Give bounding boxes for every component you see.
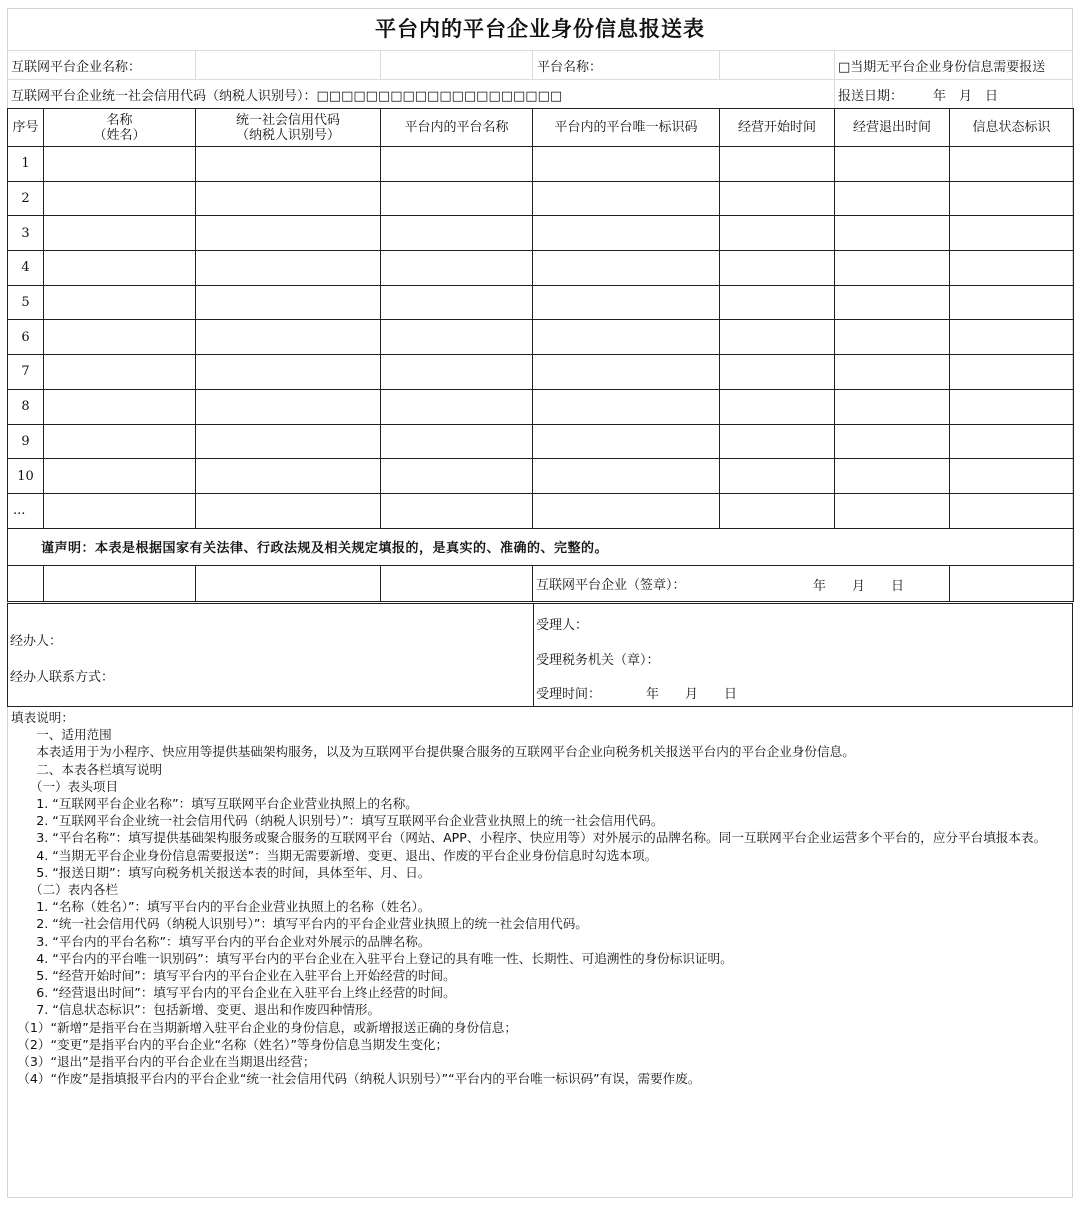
credit-code-label: 互联网平台企业统一社会信用代码（纳税人识别号）：□□□□□□□□□□□□□□□□□□□□ (11, 88, 563, 104)
notes-line: 6. “经营退出时间”：填写平台内的平台企业在入驻平台上终止经营的时间。 (11, 985, 456, 1001)
filling-instructions (11, 709, 1067, 1087)
input-cell[interactable] (950, 355, 1074, 390)
handler-contact-label: 经办人联系方式： (10, 670, 115, 685)
input-cell[interactable] (381, 493, 533, 528)
table-row (8, 251, 1074, 286)
input-cell[interactable] (381, 320, 533, 355)
notes-line: 2. “互联网平台企业统一社会信用代码（纳税人识别号）”：填写互联网平台企业营业执照上的统一社会信用代码。 (11, 813, 664, 829)
input-cell[interactable] (533, 147, 720, 182)
input-cell[interactable] (196, 251, 381, 286)
input-cell[interactable] (44, 147, 196, 182)
input-cell[interactable] (533, 389, 720, 424)
col-seq-header: 序号 (8, 109, 44, 147)
input-cell[interactable] (381, 389, 533, 424)
row-seq: 1 (8, 147, 44, 182)
notes-line: 二、本表各栏填写说明 (11, 761, 163, 777)
notes-line: 2. “统一社会信用代码（纳税人识别号）”：填写平台内的平台企业营业执照上的统一社会信用代码。 (11, 916, 588, 932)
input-cell[interactable] (381, 181, 533, 216)
input-cell[interactable] (835, 181, 950, 216)
input-cell[interactable] (196, 216, 381, 251)
input-cell[interactable] (533, 459, 720, 494)
notes-line: 4. “当期无平台企业身份信息需要报送”：当期无需要新增、变更、退出、作废的平台企业身份信息时勾选本项。 (11, 847, 658, 863)
platform-name-label: 平台名称： (537, 59, 603, 75)
receive-time-label: 受理时间： (536, 687, 602, 702)
company-seal-label: 互联网平台企业（签章）： (536, 577, 686, 593)
input-cell[interactable] (835, 424, 950, 459)
input-cell[interactable] (720, 493, 835, 528)
notes-line: （一）表头项目 (11, 778, 119, 794)
divider (380, 51, 381, 79)
input-cell[interactable] (44, 424, 196, 459)
input-cell[interactable] (835, 147, 950, 182)
notes-line: 1. “名称（姓名）”：填写平台内的平台企业营业执照上的名称（姓名）。 (11, 899, 431, 915)
input-cell[interactable] (835, 320, 950, 355)
input-cell[interactable] (720, 147, 835, 182)
input-cell[interactable] (196, 389, 381, 424)
company-name-label: 互联网平台企业名称： (11, 59, 142, 75)
input-cell[interactable] (44, 285, 196, 320)
table-row (8, 320, 1074, 355)
input-cell[interactable] (533, 216, 720, 251)
input-cell[interactable] (950, 459, 1074, 494)
input-cell[interactable] (196, 459, 381, 494)
input-cell[interactable] (44, 181, 196, 216)
blank-cell[interactable] (196, 565, 381, 601)
notes-line: （3）“退出”是指平台内的平台企业在当期退出经营； (11, 1054, 316, 1070)
input-cell[interactable] (44, 459, 196, 494)
notes-line: （二）表内各栏 (11, 882, 119, 898)
company-seal-ymd: 年 月 日 (813, 578, 905, 594)
input-cell[interactable] (533, 285, 720, 320)
input-cell[interactable] (720, 285, 835, 320)
row-seq: ... (8, 493, 44, 528)
company-seal-row (8, 565, 1074, 601)
col-uid-header: 平台内的平台唯一标识码 (533, 109, 720, 147)
table-row (8, 493, 1074, 528)
input-cell[interactable] (950, 320, 1074, 355)
header-row-company (7, 51, 1073, 79)
input-cell[interactable] (950, 181, 1074, 216)
input-cell[interactable] (835, 251, 950, 286)
input-cell[interactable] (196, 355, 381, 390)
notes-line: （2）“变更”是指平台内的平台企业“名称（姓名）”等身份信息当期发生变化； (11, 1036, 449, 1052)
input-cell[interactable] (720, 355, 835, 390)
notes-line: 5. “报送日期”：填写向税务机关报送本表的时间，具体至年、月、日。 (11, 864, 431, 880)
input-cell[interactable] (533, 355, 720, 390)
notes-line: 3. “平台内的平台名称”：填写平台内的平台企业对外展示的品牌名称。 (11, 933, 431, 949)
input-cell[interactable] (950, 251, 1074, 286)
input-cell[interactable] (533, 251, 720, 286)
input-cell[interactable] (950, 389, 1074, 424)
notes-line: 本表适用于为小程序、快应用等提供基础架构服务，以及为互联网平台提供聚合服务的互联网平台企业向税务机关报送平台内的平台企业身份信息。 (11, 744, 855, 760)
input-cell[interactable] (196, 320, 381, 355)
input-cell[interactable] (720, 216, 835, 251)
no-info-checkbox[interactable]: □当期无平台企业身份信息需要报送 (838, 59, 1046, 75)
input-cell[interactable] (381, 355, 533, 390)
input-cell[interactable] (44, 389, 196, 424)
input-cell[interactable] (950, 147, 1074, 182)
input-cell[interactable] (720, 320, 835, 355)
input-cell[interactable] (196, 424, 381, 459)
row-seq: 8 (8, 389, 44, 424)
divider (532, 51, 533, 79)
row-seq: 10 (8, 459, 44, 494)
divider (719, 51, 720, 79)
row-seq: 9 (8, 424, 44, 459)
input-cell[interactable] (835, 493, 950, 528)
table-row (8, 147, 1074, 182)
input-cell[interactable] (720, 459, 835, 494)
col-code-header: 统一社会信用代码 （纳税人识别号） (196, 109, 381, 147)
notes-line: （4）“作废”是指填报平台内的平台企业“统一社会信用代码（纳税人识别号）”“平台内的平台唯一标识码”有误，需要作废。 (11, 1071, 701, 1087)
notes-line: 3. “平台名称”：填写提供基础架构服务或聚合服务的互联网平台（网站、APP、小程序、快应用等）对外展示的品牌名称。同一互联网平台企业运营多个平台的，应分平台填报本表。 (11, 830, 1047, 846)
receive-time-ymd: 年 月 日 (646, 687, 738, 702)
company-seal-cell (533, 565, 950, 601)
input-cell[interactable] (44, 216, 196, 251)
notes-heading: 填表说明： (11, 710, 74, 725)
tax-office-label: 受理税务机关（章）： (536, 653, 660, 668)
input-cell[interactable] (950, 216, 1074, 251)
input-cell[interactable] (533, 424, 720, 459)
row-seq: 3 (8, 216, 44, 251)
input-cell[interactable] (835, 389, 950, 424)
table-row (8, 216, 1074, 251)
col-start-header: 经营开始时间 (720, 109, 835, 147)
blank-cell[interactable] (950, 565, 1074, 601)
table-header-row (8, 109, 1074, 147)
signature-block (7, 603, 1073, 707)
input-cell[interactable] (381, 459, 533, 494)
row-seq: 2 (8, 181, 44, 216)
input-cell[interactable] (533, 320, 720, 355)
input-cell[interactable] (196, 181, 381, 216)
notes-line: 4. “平台内的平台唯一识别码”：填写平台内的平台企业在入驻平台上登记的具有唯一性、长期性、可追溯性的身份标识证明。 (11, 950, 733, 966)
header-row-credit (7, 80, 1073, 108)
col-status-header: 信息状态标识 (950, 109, 1074, 147)
divider (195, 51, 196, 79)
report-table (7, 108, 1074, 602)
row-seq: 5 (8, 285, 44, 320)
form-title: 平台内的平台企业身份信息报送表 (375, 16, 705, 41)
input-cell[interactable] (196, 493, 381, 528)
input-cell[interactable] (720, 251, 835, 286)
col-end-header: 经营退出时间 (835, 109, 950, 147)
input-cell[interactable] (835, 285, 950, 320)
blank-cell[interactable] (44, 565, 196, 601)
notes-line: （1）“新增”是指平台在当期新增入驻平台企业的身份信息，或新增报送正确的身份信息； (11, 1019, 517, 1035)
table-row (8, 285, 1074, 320)
receiver-label: 受理人： (536, 618, 589, 633)
input-cell[interactable] (835, 216, 950, 251)
blank-cell[interactable] (381, 565, 533, 601)
input-cell[interactable] (44, 320, 196, 355)
handler-label: 经办人： (10, 634, 63, 649)
report-date-ymd: 年 月 日 (933, 88, 999, 104)
table-row (8, 424, 1074, 459)
input-cell[interactable] (381, 147, 533, 182)
table-row (8, 459, 1074, 494)
input-cell[interactable] (44, 251, 196, 286)
input-cell[interactable] (835, 355, 950, 390)
input-cell[interactable] (381, 285, 533, 320)
table-row (8, 389, 1074, 424)
input-cell[interactable] (381, 216, 533, 251)
col-platform-header: 平台内的平台名称 (381, 109, 533, 147)
table-row (8, 181, 1074, 216)
input-cell[interactable] (533, 493, 720, 528)
row-seq: 4 (8, 251, 44, 286)
input-cell[interactable] (196, 285, 381, 320)
input-cell[interactable] (381, 251, 533, 286)
input-cell[interactable] (835, 459, 950, 494)
blank-cell[interactable] (8, 565, 44, 601)
declaration-row (8, 528, 1074, 565)
table-row (8, 355, 1074, 390)
input-cell[interactable] (720, 389, 835, 424)
input-cell[interactable] (196, 147, 381, 182)
notes-line: 1. “互联网平台企业名称”：填写互联网平台企业营业执照上的名称。 (11, 796, 418, 812)
notes-line: 5. “经营开始时间”：填写平台内的平台企业在入驻平台上开始经营的时间。 (11, 968, 456, 984)
input-cell[interactable] (950, 493, 1074, 528)
input-cell[interactable] (533, 181, 720, 216)
input-cell[interactable] (44, 493, 196, 528)
col-name-header: 名称 （姓名） (44, 109, 196, 147)
row-seq: 7 (8, 355, 44, 390)
input-cell[interactable] (720, 181, 835, 216)
input-cell[interactable] (950, 424, 1074, 459)
row-seq: 6 (8, 320, 44, 355)
divider (533, 604, 534, 707)
input-cell[interactable] (44, 355, 196, 390)
input-cell[interactable] (950, 285, 1074, 320)
notes-line: 7. “信息状态标识”：包括新增、变更、退出和作废四种情形。 (11, 1002, 381, 1018)
report-date-label: 报送日期： (838, 88, 904, 104)
input-cell[interactable] (381, 424, 533, 459)
input-cell[interactable] (720, 424, 835, 459)
notes-line: 一、适用范围 (11, 727, 112, 743)
declaration-text: 谨声明：本表是根据国家有关法律、行政法规及相关规定填报的，是真实的、准确的、完整的。 (8, 528, 1074, 565)
